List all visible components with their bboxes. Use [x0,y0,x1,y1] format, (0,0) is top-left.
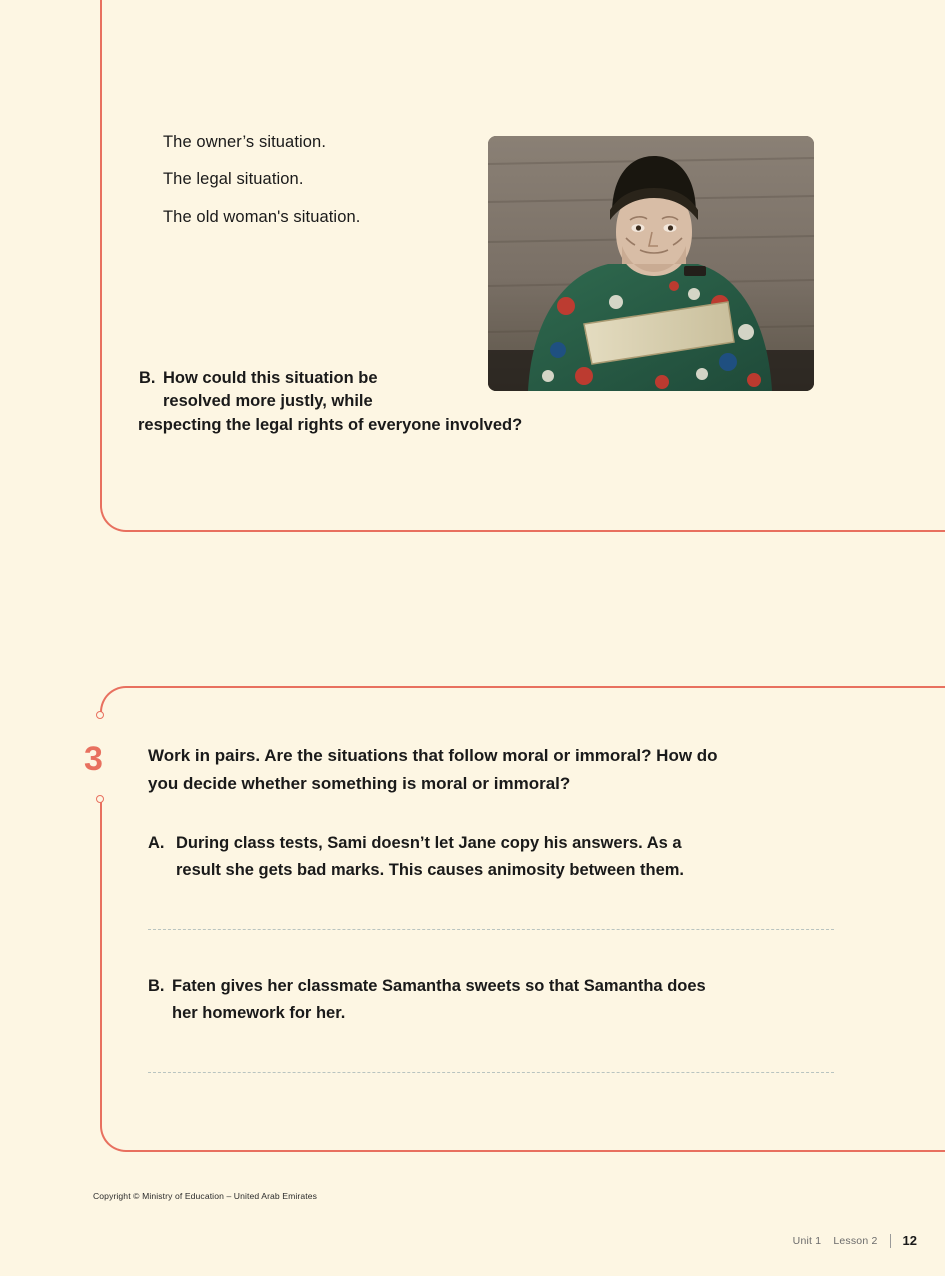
task-instructions [148,742,878,798]
old-woman-photo [488,136,814,391]
page-footer [793,1234,917,1248]
question-b-top [139,367,699,437]
task-item-b-line2: her homework for her. [172,1003,346,1022]
list-item: The legal situation. [163,170,304,189]
question-b-top-line3: respecting the legal rights of everyone involved? [138,415,523,434]
frame-dot-top-icon [96,711,104,719]
situations-list [163,131,463,243]
list-item: The old woman's situation. [163,207,361,226]
photo-illustration [488,136,814,391]
task-item-a-line1: During class tests, Sami doesn’t let Jane copy his answers. As a [176,834,682,852]
answer-line-a [148,929,834,930]
top-section-frame-bottom-rule [126,530,945,532]
question-b-top-line1: How could this situation be [163,369,378,387]
frame-dot-bottom-icon [96,795,104,803]
task-item-a-label: A. [148,834,165,852]
list-item: The owner’s situation. [163,133,327,151]
question-b-top-label: B. [139,369,156,387]
copyright-notice: Copyright © Ministry of Education – United Arab Emirates [93,1191,318,1201]
question-b-top-line2: resolved more justly, while [163,392,373,411]
task-number: 3 [84,740,103,778]
task-item-b-line1: Faten gives her classmate Samantha sweets so that Samantha does [172,977,706,995]
task-item-a [148,830,888,883]
task-item-b-label: B. [148,977,165,995]
task-item-b [148,973,888,1026]
task-instructions-line2: you decide whether something is moral or immoral? [148,774,571,794]
task-instructions-line1: Work in pairs. Are the situations that follow moral or immoral? How do [148,746,718,765]
page-number: 12 [890,1234,917,1248]
task-item-a-line2: result she gets bad marks. This causes animosity between them. [176,860,685,879]
answer-line-b [148,1072,834,1073]
footer-lesson: Lesson 2 [833,1235,878,1248]
footer-unit: Unit 1 [792,1235,822,1248]
